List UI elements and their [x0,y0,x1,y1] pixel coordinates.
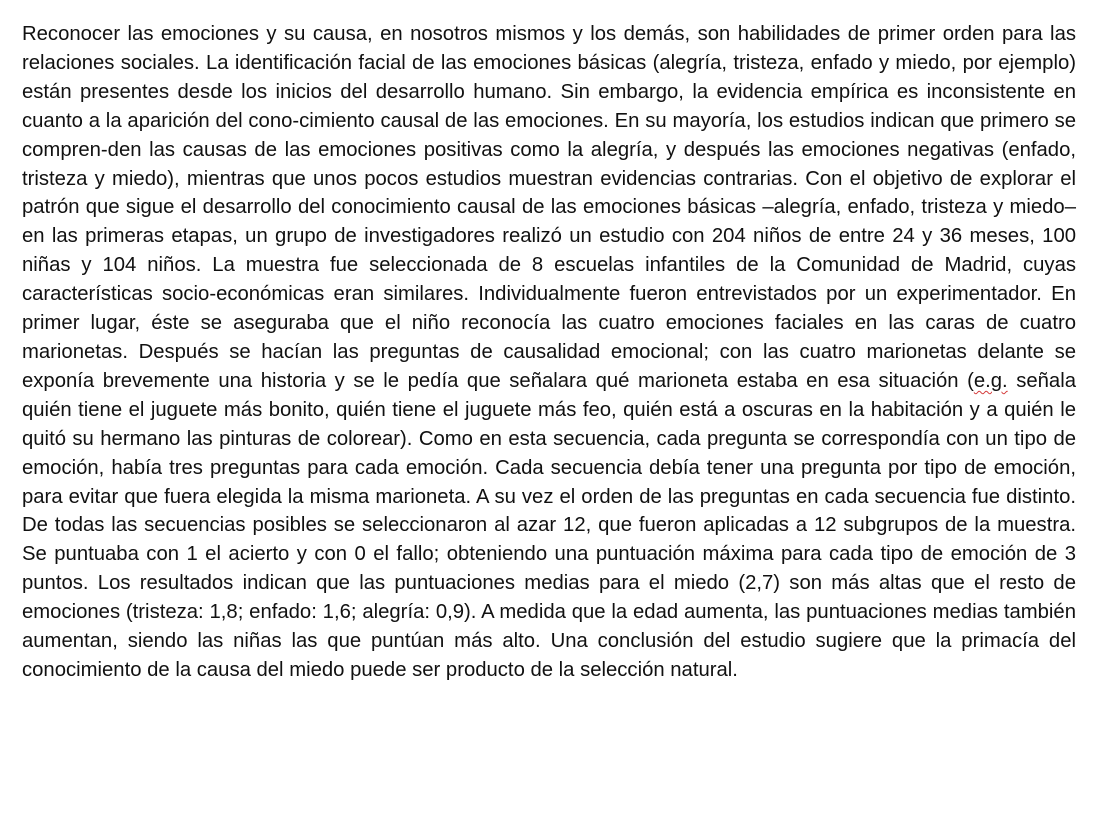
body-paragraph [22,20,1076,685]
spellcheck-flagged-word[interactable]: e.g. [973,369,1008,392]
paragraph-text-end: señala quién tiene el juguete más bonito, quién tiene el juguete más feo, quién está a oscuras en la habitación y a quién le quitó su hermano las pinturas de colorear). Como en esta secuencia, cada pregunta se correspondía con un tipo de emoción, había tres preguntas para cada emoción. Cada secuencia debía tener una pregunta por tipo de emoción, para evitar que fuera elegida la misma marioneta. A su vez el orden de las preguntas en cada secuencia fue distinto. De todas las secuencias posibles se seleccionaron al azar 12, que fueron aplicadas a 12 subgrupos de la muestra. Se puntuaba con 1 el acierto y con 0 el fallo; obteniendo una puntuación máxima para cada tipo de emoción de 3 puntos. Los resultados indican que las puntuaciones medias para el miedo (2,7) son más altas que el resto de emociones (tristeza: 1,8; enfado: 1,6; alegría: 0,9). A medida que la edad aumenta, las puntuaciones medias también aumentan, siendo las niñas las que puntúan más alto. Una conclusión del estudio sugiere que la primacía del conocimiento de la causa del miedo puede ser producto de la selección natural. [22,369,1076,681]
document-page [22,20,1076,685]
paragraph-text-start: Reconocer las emociones y su causa, en nosotros mismos y los demás, son habilidades de primer orden para las relaciones sociales. La identificación facial de las emociones básicas (alegría, tristeza, enfado y miedo, por ejemplo) están presentes desde los inicios del desarrollo humano. Sin embargo, la evidencia empírica es inconsistente en cuanto a la aparición del cono-cimiento causal de las emociones. En su mayoría, los estudios indican que primero se compren-den las causas de las emociones positivas como la alegría, y después las emociones negativas (enfado, tristeza y miedo), mientras que unos pocos estudios muestran evidencias contrarias. Con el objetivo de explorar el patrón que sigue el desarrollo del conocimiento causal de las emociones básicas –alegría, enfado, tristeza y miedo– en las primeras etapas, un grupo de investigadores realizó un estudio con 204 niños de entre 24 y 36 meses, 100 niñas y 104 niños. La muestra fue seleccionada de 8 escuelas infantiles de la Comunidad de Madrid, cuyas características socio-económicas eran similares. Individualmente fueron entrevistados por un experimentador. En primer lugar, éste se aseguraba que el niño reconocía las cuatro emociones faciales en las caras de cuatro marionetas. Después se hacían las preguntas de causalidad emocional; con las cuatro marionetas delante se exponía brevemente una historia y se le pedía que señalara qué marioneta estaba en esa situación ( [22,23,1076,392]
